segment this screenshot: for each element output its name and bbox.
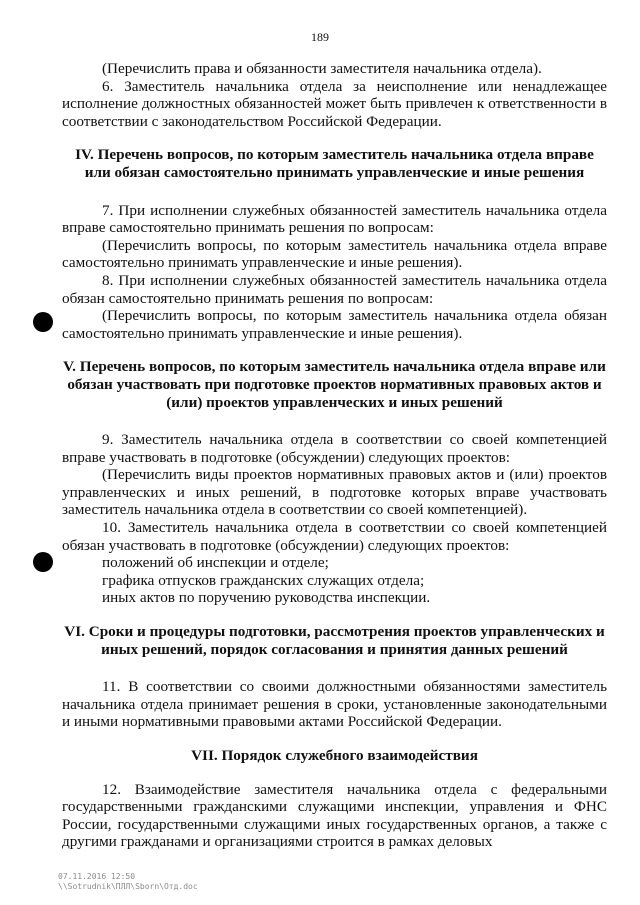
page-number: 189 (311, 30, 329, 44)
document-body (62, 60, 607, 851)
section-heading-iv: IV. Перечень вопросов, по которым заместитель начальника отдела вправе или обязан самостоятельно принимать управленческие и иные решения (75, 146, 594, 181)
paragraph-6: 6. Заместитель начальника отдела за неисполнение или ненадлежащее исполнение должностных обязанностей может быть привлечен к ответственности в соответствии с законодательством Российской Федерации. (62, 77, 607, 130)
paragraph-rights-note: (Перечислить права и обязанности заместителя начальника отдела). (102, 60, 542, 77)
paragraph-12: 12. Взаимодействие заместителя начальника отдела с федеральными государственными гражданскими служащими инспекции, управления и ФНС России, государственными служащими иных государственных органов, а также с другими гражданами и организациями строится в рамках деловых (62, 780, 607, 851)
section-heading-vii: VII. Порядок служебного взаимодействия (191, 747, 478, 764)
paragraph-7: 7. При исполнении служебных обязанностей заместитель начальника отдела вправе самостоятельно принимать решения по вопросам: (62, 201, 607, 237)
section-heading-vi: VI. Сроки и процедуры подготовки, рассмотрения проектов управленческих и иных решений, порядок согласования и принятия данных решений (64, 623, 605, 658)
paragraph-11: 11. В соответствии со своими должностными обязанностями заместитель начальника отдела принимает решения в сроки, установленные законодательными и иными нормативными правовыми актами Российской Федерации. (62, 678, 607, 731)
paragraph-10: 10. Заместитель начальника отдела в соответствии со своей компетенцией обязан участвовать в подготовке (обсуждении) следующих проектов: (62, 519, 607, 554)
paragraph-9-note: (Перечислить виды проектов нормативных правовых актов и (или) проектов управленческих и иных решений, в подготовке которых вправе участвовать заместитель начальника отдела в соответствии со своей компетенцией). (62, 466, 607, 519)
section-heading-v: V. Перечень вопросов, по которым заместитель начальника отдела вправе или обязан участвовать при подготовке проектов нормативных правовых актов и (или) проектов управленческих и иных решений (63, 358, 606, 411)
list-item: иных актов по поручению руководства инспекции. (102, 589, 431, 607)
punch-hole-lower (33, 552, 53, 572)
punch-hole-upper (33, 312, 53, 332)
paragraph-7-note: (Перечислить вопросы, по которым заместитель начальника отдела вправе самостоятельно принимать управленческие и иные решения). (62, 236, 607, 272)
paragraph-9: 9. Заместитель начальника отдела в соответствии со своей компетенцией вправе участвовать в подготовке (обсуждении) следующих проектов: (62, 431, 607, 466)
list-item: графика отпусков гражданских служащих отдела; (102, 571, 425, 589)
footer-stamp-date: 07.11.2016 12:50 (58, 872, 136, 881)
paragraph-8-note: (Перечислить вопросы, по которым заместитель начальника отдела обязан самостоятельно принимать управленческие и иные решения). (62, 307, 607, 342)
footer-stamp-path: \\Sotrudnik\ПЛЛ\Sborn\Отд.doc (58, 882, 198, 891)
paragraph-8: 8. При исполнении служебных обязанностей заместитель начальника отдела обязан самостоятельно принимать решения по вопросам: (62, 271, 607, 307)
list-item: положений об инспекции и отделе; (102, 554, 329, 572)
